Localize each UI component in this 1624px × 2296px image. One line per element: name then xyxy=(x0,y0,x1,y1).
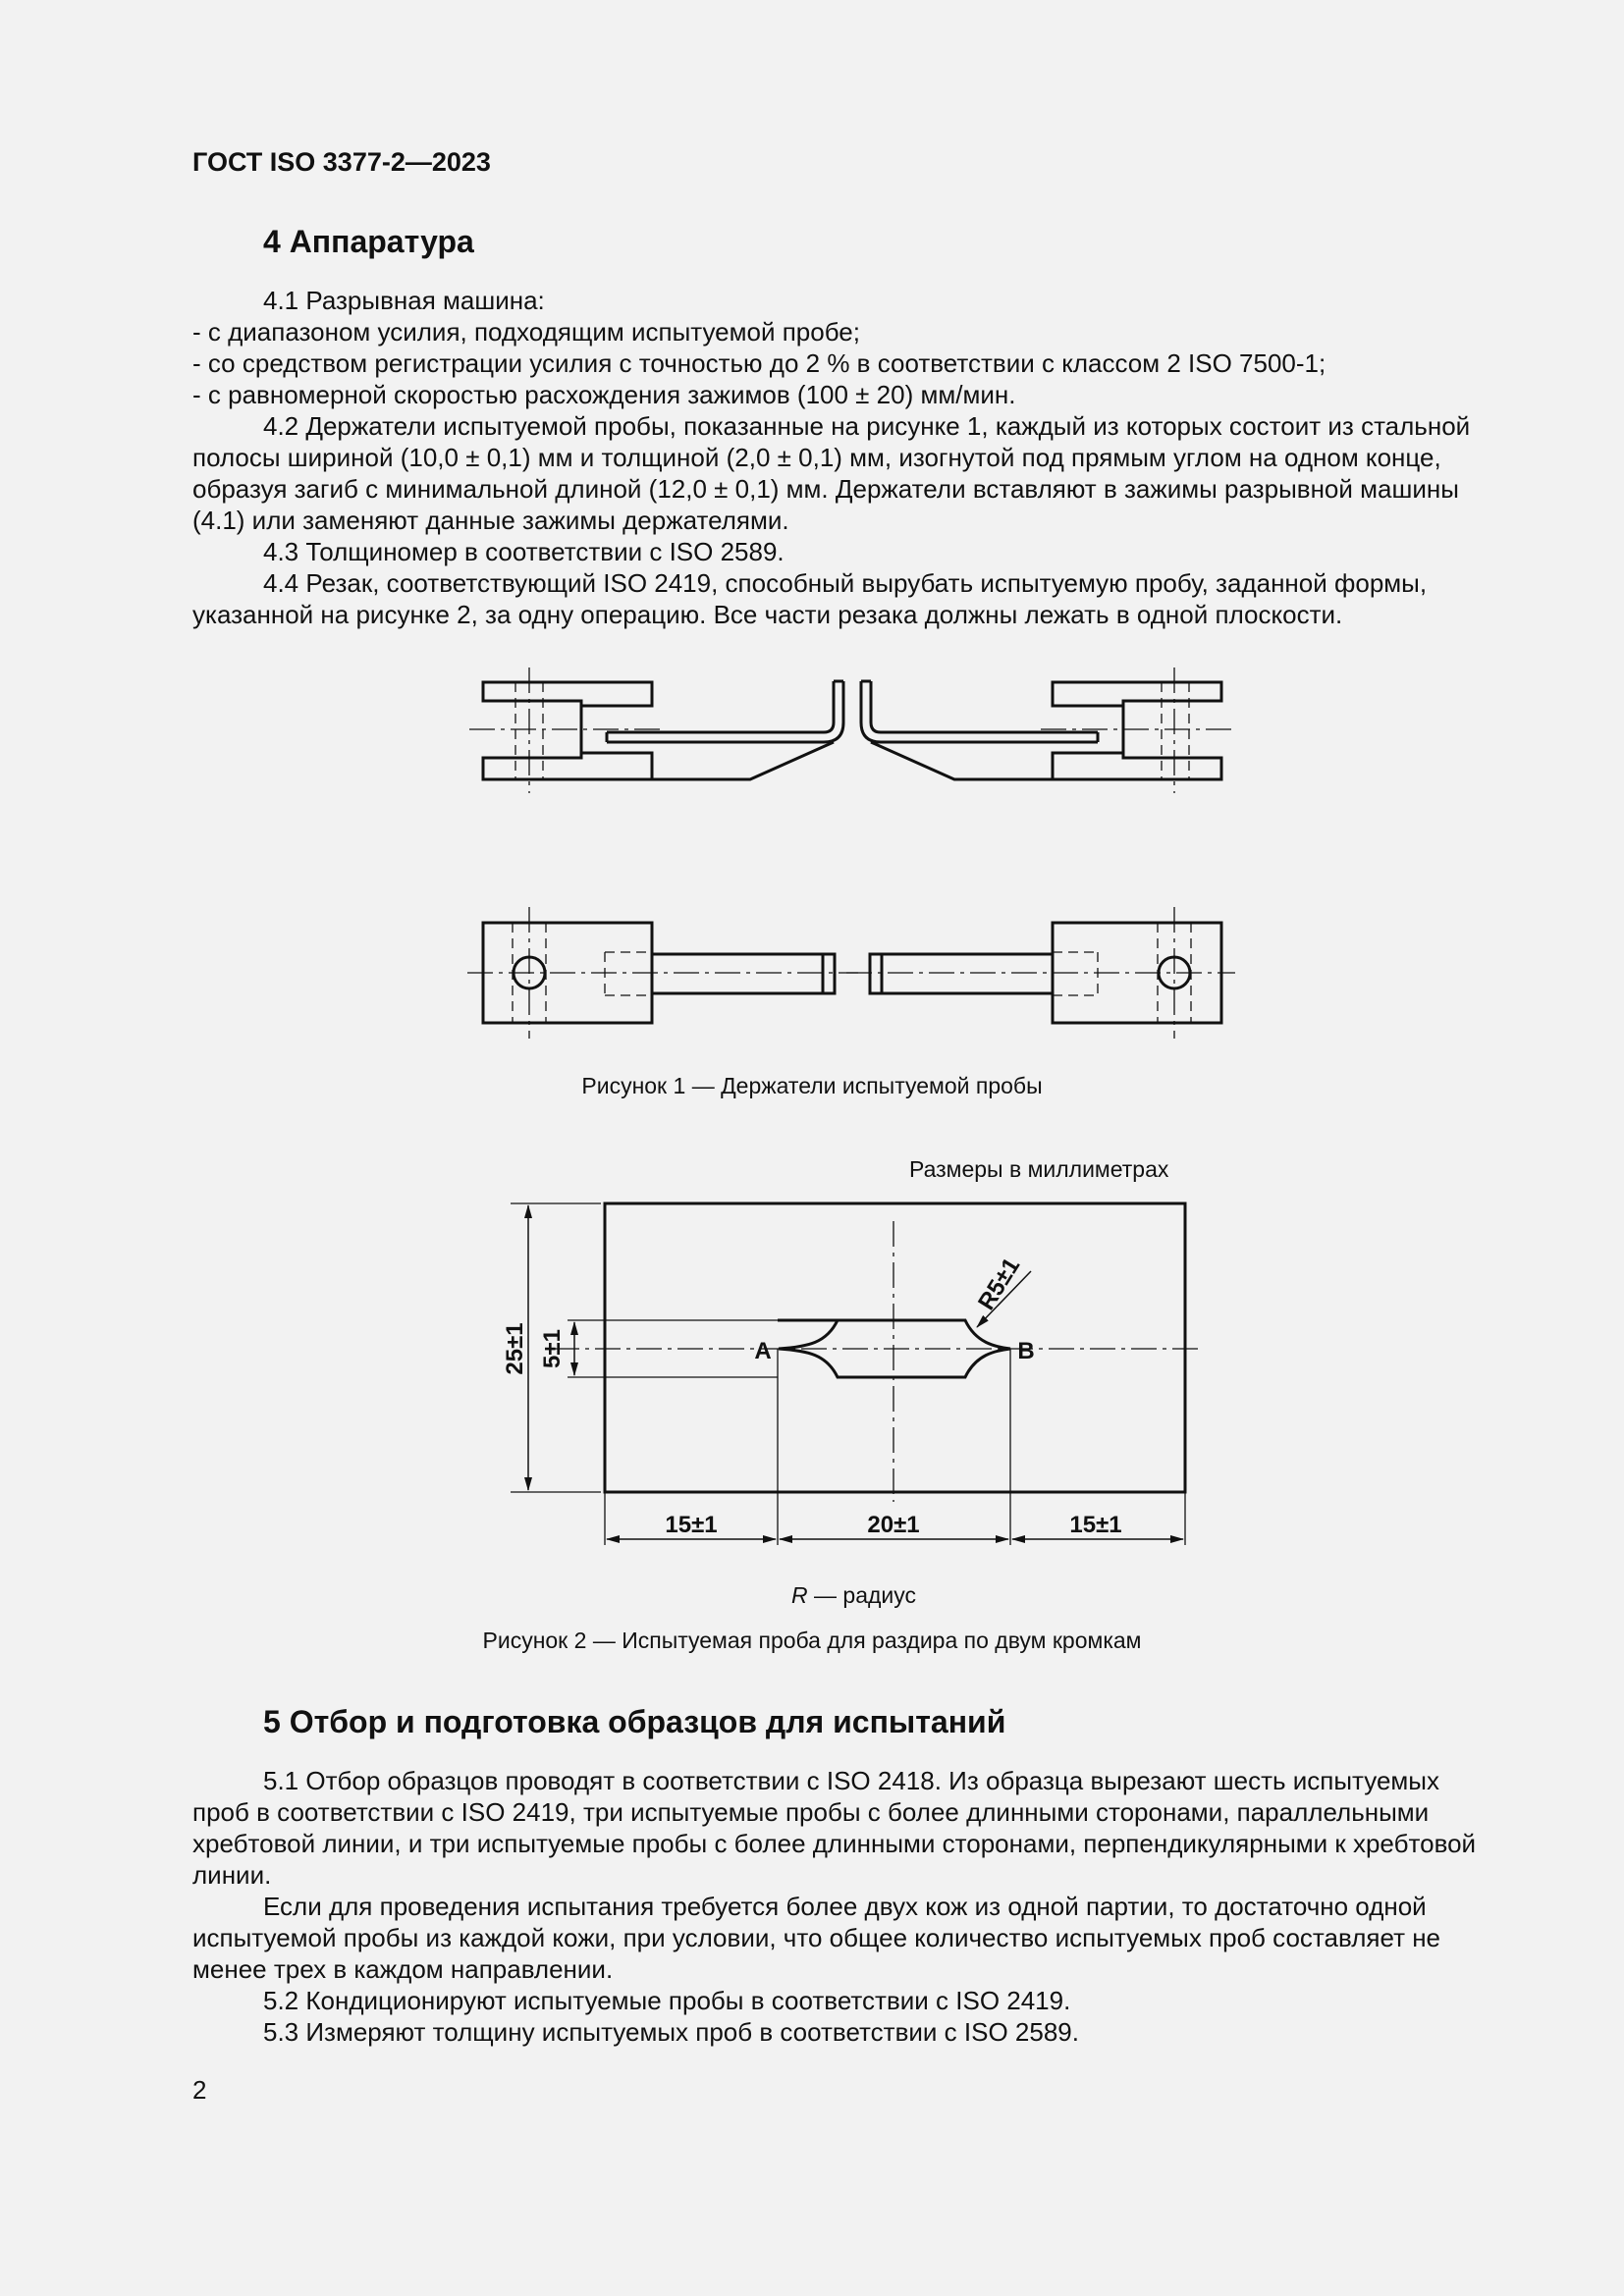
clause-4-1: 4.1 Разрывная машина: xyxy=(263,286,545,315)
clause-4-3: 4.3 Толщиномер в соответствии с ISO 2589. xyxy=(263,537,785,566)
left-holder-top-view xyxy=(483,923,835,1023)
dim-middle: 20±1 xyxy=(867,1512,920,1538)
section-4-title: 4 Аппаратура xyxy=(263,224,474,259)
figure-2-legend xyxy=(791,1582,916,1609)
clause-5-1: 5.1 Отбор образцов проводят в соответствии с ISO 2418. Из образца вырезают шесть испытуемых проб в соответствии с ISO 2419, три испытуемые пробы с более длинными сторонами, параллельными хребтовой линии, и три испытуемые пробы с более длинными сторонами, перпендикулярными к хребтовой линии. xyxy=(192,1766,1477,1890)
dim-left: 15±1 xyxy=(665,1512,718,1538)
figure-2-drawing xyxy=(0,1178,1624,1571)
figure-2-caption: Рисунок 2 — Испытуемая проба для раздира по двум кромкам xyxy=(482,1628,1142,1653)
page-number: 2 xyxy=(192,2075,207,2105)
list-item: - с диапазоном усилия, подходящим испытуемой пробе; xyxy=(192,317,860,347)
dim-right: 15±1 xyxy=(1069,1512,1122,1538)
clause-4-2: 4.2 Держатели испытуемой пробы, показанные на рисунке 1, каждый из которых состоит из стальной полосы шириной (10,0 ± 0,1) мм и толщиной (2,0 ± 0,1) мм, изогнутой под прямым углом на одном конце, образуя загиб с минимальной длиной (12,0 ± 0,1) мм. Держатели вставляют в зажимы разрывной машины (4.1) или заменяют данные зажимы держателями. xyxy=(192,411,1471,535)
clause-5-3: 5.3 Измеряют толщину испытуемых проб в соответствии с ISO 2589. xyxy=(263,2017,1079,2047)
figure-1-caption: Рисунок 1 — Держатели испытуемой пробы xyxy=(581,1073,1043,1098)
section-4-body xyxy=(192,285,1477,630)
legend-symbol: R xyxy=(791,1582,808,1608)
center-lines xyxy=(554,1221,1202,1502)
right-holder-side-view xyxy=(861,681,1221,779)
test-piece-outline xyxy=(605,1203,1185,1492)
extension-lines xyxy=(511,1203,1185,1545)
section-5-body xyxy=(192,1765,1477,2048)
clause-5-1-note: Если для проведения испытания требуется более двух кож из одной партии, то достаточно одной испытуемой пробы из каждой кожи, при условии, что общее количество испытуемых проб составляет не менее трех в каждом направлении. xyxy=(192,1892,1441,1984)
figure-1-drawing xyxy=(0,658,1624,1050)
units-note: Размеры в миллиметрах xyxy=(909,1156,1169,1182)
section-5-title: 5 Отбор и подготовка образцов для испытаний xyxy=(263,1704,1006,1739)
list-item: - с равномерной скоростью расхождения зажимов (100 ± 20) мм/мин. xyxy=(192,380,1016,409)
legend-text: — радиус xyxy=(807,1582,916,1608)
document-code-header: ГОСТ ISO 3377-2—2023 xyxy=(192,147,491,177)
clause-5-2: 5.2 Кондиционируют испытуемые пробы в соответствии с ISO 2419. xyxy=(263,1986,1071,2015)
point-a-label: A xyxy=(754,1338,772,1364)
dim-height: 25±1 xyxy=(502,1322,528,1375)
dim-radius: R5±1 xyxy=(973,1253,1026,1315)
dimension-lines xyxy=(528,1205,1183,1539)
clause-4-4: 4.4 Резак, соответствующий ISO 2419, способный вырубать испытуемую пробу, заданной формы, указанной на рисунке 2, за одну операцию. Все части резака должны лежать в одной плоскости. xyxy=(192,568,1428,629)
list-item: - со средством регистрации усилия с точностью до 2 % в соответствии с классом 2 ISO 7500-1; xyxy=(192,348,1326,378)
point-b-label: B xyxy=(1017,1338,1035,1364)
dim-slot-width: 5±1 xyxy=(539,1329,566,1368)
left-holder-side-view xyxy=(483,681,843,779)
